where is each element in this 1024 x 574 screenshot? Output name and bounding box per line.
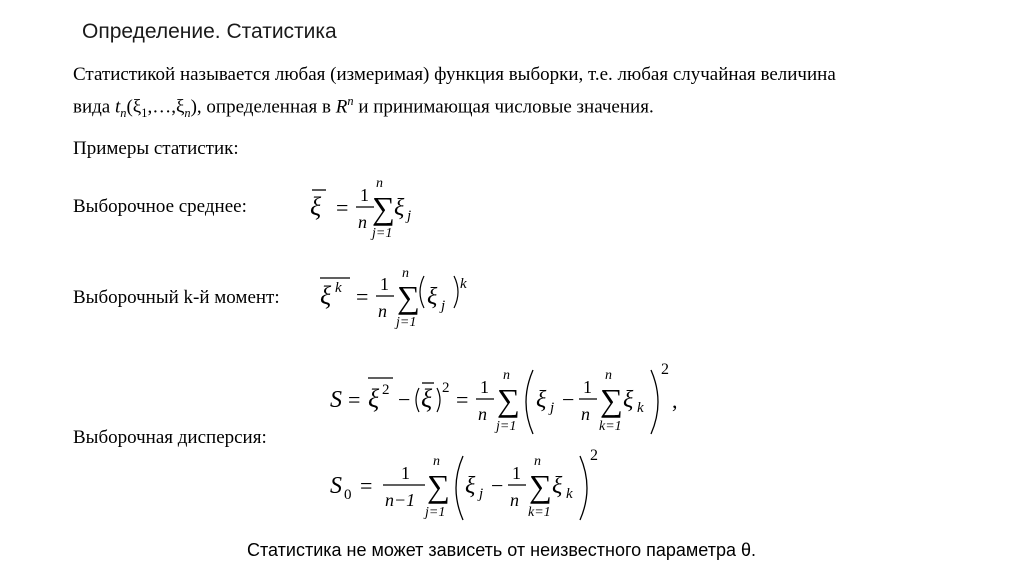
minus: − [491, 473, 504, 498]
examples-heading: Примеры статистик: [73, 138, 239, 159]
index-j: j [479, 486, 484, 502]
definition-mid: , определенная в [196, 96, 336, 118]
trailing-comma: , [672, 388, 678, 413]
formula-variance-s [325, 352, 705, 442]
definition-end: и принимающая числовые значения. [353, 96, 654, 118]
minus-1: − [398, 387, 411, 412]
index-j: j [550, 400, 555, 416]
big-right-paren [651, 370, 658, 434]
xi-index: j [441, 298, 446, 314]
args-close: ) [190, 96, 197, 118]
slide-title: Определение. Статистика [82, 20, 337, 43]
args-open: (ξ [126, 96, 142, 118]
index-k: k [566, 486, 573, 502]
numerator-1: 1 [480, 377, 489, 397]
sum-lower-2: k=1 [599, 419, 622, 434]
formula-variance-s0 [325, 440, 625, 530]
xi-symbol-1: ξ [368, 384, 380, 413]
power-2-b: 2 [442, 380, 450, 396]
big-right-paren [580, 456, 587, 520]
sum-upper: n [402, 266, 409, 281]
numerator: 1 [380, 274, 389, 294]
numerator-2: 1 [583, 377, 592, 397]
denominator: n [358, 212, 367, 232]
definition-line-2 [73, 89, 654, 126]
xi-term-k: ξ [623, 387, 634, 413]
outer-power-2: 2 [661, 361, 669, 378]
label-mean: Выборочное среднее: [73, 196, 247, 217]
definition-line-1: Статистикой называется любая (измеримая) функция выборки, т.е. любая случайная величина [73, 64, 836, 85]
equals-sign: = [360, 473, 373, 498]
left-paren [420, 276, 424, 308]
denominator-1: n [478, 404, 487, 424]
sum-upper-1: n [503, 368, 510, 383]
power-2-a: 2 [382, 382, 390, 398]
args-mid: ,…,ξ [147, 96, 185, 118]
xi-symbol: ξ [310, 192, 322, 221]
statistic-symbol: t [115, 96, 121, 118]
xi-term: ξ [394, 195, 405, 221]
label-moment: Выборочный k-й момент: [73, 287, 280, 308]
sum-sign-2: ∑ [529, 468, 552, 504]
xi-term-j: ξ [536, 387, 547, 413]
index-k: k [637, 400, 644, 416]
xi-term-k: ξ [552, 473, 563, 499]
minus-2: − [562, 387, 575, 412]
definition-prefix: вида [73, 96, 115, 118]
outer-power-2: 2 [590, 447, 598, 464]
sum-upper-1: n [433, 454, 440, 469]
xi-index: j [407, 208, 412, 224]
statistic-subscript: n [120, 106, 127, 121]
big-left-paren [456, 456, 463, 520]
sum-sign-1: ∑ [427, 468, 450, 504]
numerator-1: 1 [401, 463, 410, 483]
sum-sign: ∑ [397, 279, 420, 315]
formula-moment [310, 262, 490, 342]
sum-lower-2: k=1 [528, 505, 551, 520]
denominator-1: n−1 [385, 490, 416, 510]
right-paren-1 [437, 388, 440, 412]
s0-symbol: S [330, 473, 342, 499]
equals-sign-1: = [348, 387, 361, 412]
numerator-2: 1 [512, 463, 521, 483]
sum-lower: j=1 [372, 226, 393, 241]
formula-mean [300, 170, 460, 250]
denominator-2: n [581, 404, 590, 424]
xi-symbol: ξ [320, 281, 332, 310]
s-symbol: S [330, 387, 342, 413]
outer-power-k: k [460, 276, 467, 292]
args-last-index: n [184, 106, 191, 121]
sum-lower-1: j=1 [496, 419, 517, 434]
denominator-2: n [510, 490, 519, 510]
label-variance: Выборочная дисперсия: [73, 427, 267, 448]
xi-symbol-2: ξ [421, 384, 433, 413]
sum-lower-1: j=1 [425, 505, 446, 520]
big-left-paren [526, 370, 533, 434]
space-exponent: n [347, 94, 354, 108]
s0-subscript: 0 [344, 487, 352, 503]
sum-lower: j=1 [396, 315, 417, 330]
sum-sign-1: ∑ [497, 382, 520, 418]
xi-term: ξ [427, 284, 438, 310]
sum-upper: n [376, 176, 383, 191]
sum-sign: ∑ [372, 190, 395, 226]
args-first-index: 1 [141, 106, 148, 121]
equals-sign-2: = [456, 387, 469, 412]
footer-note: Статистика не может зависеть от неизвестного параметра θ. [247, 540, 757, 560]
denominator: n [378, 301, 387, 321]
sum-sign-2: ∑ [600, 382, 623, 418]
sum-upper-2: n [534, 454, 541, 469]
left-paren-1 [416, 388, 419, 412]
right-paren [454, 276, 458, 308]
xi-term-j: ξ [465, 473, 476, 499]
power-k: k [335, 280, 342, 296]
sum-upper-2: n [605, 368, 612, 383]
equals-sign: = [336, 195, 349, 220]
numerator: 1 [360, 185, 369, 205]
space-symbol: R [335, 96, 348, 118]
equals-sign: = [356, 284, 369, 309]
